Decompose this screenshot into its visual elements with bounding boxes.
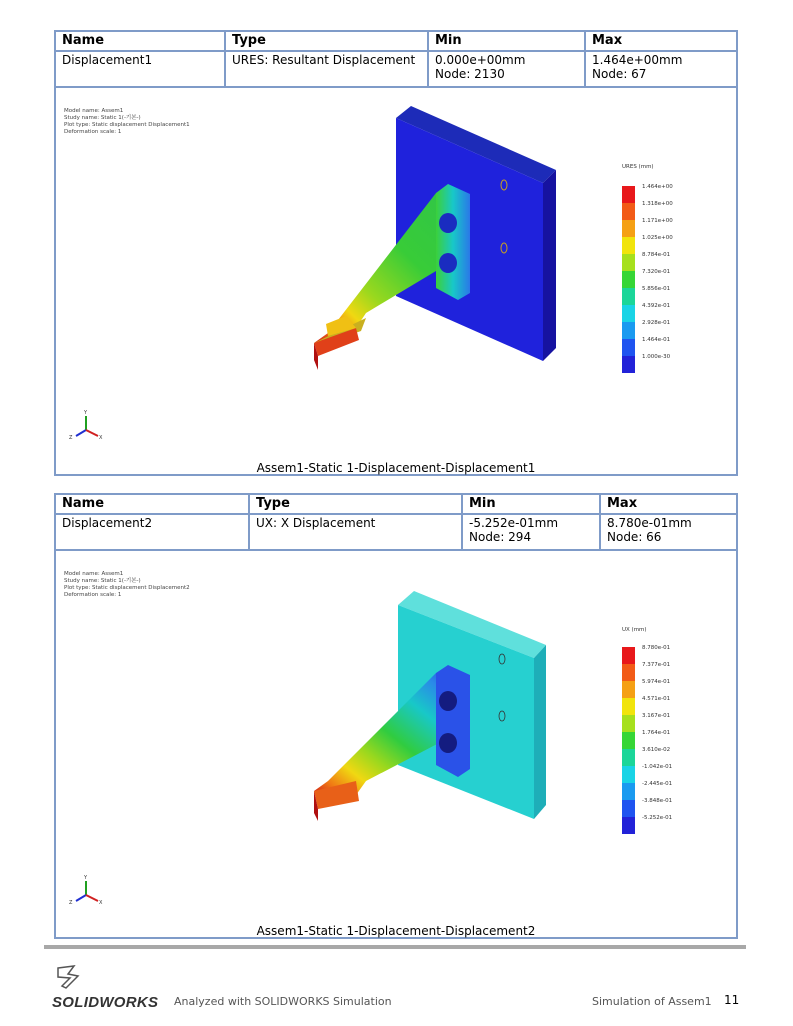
study-name: Study name: Static 1(-기본-) xyxy=(64,578,141,584)
study-name: Study name: Static 1(-기본-) xyxy=(64,115,141,121)
max-node: Node: 66 xyxy=(607,530,662,544)
legend-label: 7.320e-01 xyxy=(642,269,671,275)
legend-label: 5.974e-01 xyxy=(642,679,671,685)
legend-label: 8.784e-01 xyxy=(642,252,671,258)
legend-swatch xyxy=(622,664,635,681)
legend-swatch xyxy=(622,732,635,749)
legend-label: -2.445e-01 xyxy=(642,781,673,787)
max-cell xyxy=(601,515,736,549)
plot-type: Plot type: Static displacement Displacement2 xyxy=(64,585,190,591)
max-header: Max xyxy=(607,496,638,511)
legend-label: 4.571e-01 xyxy=(642,696,671,702)
legend-swatch xyxy=(622,220,635,237)
max-header: Max xyxy=(592,33,623,48)
table-header-row xyxy=(56,32,736,52)
max-value: 8.780e-01mm xyxy=(607,516,692,530)
type-header: Type xyxy=(250,495,463,513)
legend-label: -3.848e-01 xyxy=(642,798,673,804)
legend-label: 7.377e-01 xyxy=(642,662,671,668)
model-name: Model name: Assem1 xyxy=(64,108,124,114)
legend-label: -1.042e-01 xyxy=(642,764,673,770)
legend-label: 1.464e+00 xyxy=(642,184,673,190)
legend-label: 1.025e+00 xyxy=(642,235,673,241)
min-value: -5.252e-01mm xyxy=(469,516,559,530)
document-title: Simulation of Assem1 xyxy=(592,995,712,1008)
legend-label: 1.318e+00 xyxy=(642,201,673,207)
model-name: Model name: Assem1 xyxy=(64,571,124,577)
brand-text: SOLIDWORKS xyxy=(52,994,159,1011)
legend-swatch xyxy=(622,271,635,288)
coordinate-triad-icon xyxy=(69,410,103,441)
legend-label: 3.610e-02 xyxy=(642,747,671,753)
min-node: Node: 294 xyxy=(469,530,532,544)
min-cell xyxy=(429,52,586,86)
legend-swatch xyxy=(622,681,635,698)
plot-type: Plot type: Static displacement Displacement1 xyxy=(64,122,190,128)
svg-text:Z: Z xyxy=(69,435,73,441)
color-legend xyxy=(622,164,722,364)
max-cell xyxy=(586,52,736,86)
legend-label: 8.780e-01 xyxy=(642,645,671,651)
result-table-1 xyxy=(54,30,738,476)
legend-swatch xyxy=(622,237,635,254)
legend-swatch xyxy=(622,322,635,339)
max-value: 1.464e+00mm xyxy=(592,53,683,67)
result-type: URES: Resultant Displacement xyxy=(226,52,429,86)
legend-label: 1.464e-01 xyxy=(642,337,671,343)
type-header: Type xyxy=(226,32,429,50)
svg-text:X: X xyxy=(99,435,103,441)
table-value-row xyxy=(56,52,736,88)
legend-swatch xyxy=(622,203,635,220)
table-header-row xyxy=(56,495,736,515)
analyzed-with-text: Analyzed with SOLIDWORKS Simulation xyxy=(174,995,392,1008)
legend-swatch xyxy=(622,698,635,715)
legend-label: 4.392e-01 xyxy=(642,303,671,309)
footer-divider xyxy=(44,945,746,949)
page-number: 11 xyxy=(724,993,740,1007)
table-value-row xyxy=(56,515,736,551)
plot-area xyxy=(56,551,736,941)
legend-label: 3.167e-01 xyxy=(642,713,671,719)
min-node: Node: 2130 xyxy=(435,67,505,81)
svg-text:Y: Y xyxy=(84,410,88,416)
legend-swatch xyxy=(622,800,635,817)
legend-swatch xyxy=(622,254,635,271)
legend-swatch xyxy=(622,356,635,373)
solidworks-logo-icon xyxy=(52,962,82,992)
name-header: Name xyxy=(56,495,250,513)
deformation-scale: Deformation scale: 1 xyxy=(64,129,122,135)
min-header: Min xyxy=(463,495,601,513)
legend-label: 2.928e-01 xyxy=(642,320,671,326)
legend-swatch xyxy=(622,783,635,800)
legend-swatch xyxy=(622,186,635,203)
legend-label: 1.764e-01 xyxy=(642,730,671,736)
color-legend xyxy=(622,627,722,827)
legend-label: 5.856e-01 xyxy=(642,286,671,292)
legend-swatch xyxy=(622,749,635,766)
legend-swatch xyxy=(622,647,635,664)
plot-caption: Assem1-Static 1-Displacement-Displacement1 xyxy=(256,461,536,475)
legend-title: UX (mm) xyxy=(622,627,647,633)
name-header: Name xyxy=(56,32,226,50)
legend-title: URES (mm) xyxy=(622,164,654,170)
legend-swatch xyxy=(622,339,635,356)
min-cell xyxy=(463,515,601,549)
result-name: Displacement2 xyxy=(56,515,250,549)
svg-text:Y: Y xyxy=(84,875,88,881)
min-value: 0.000e+00mm xyxy=(435,53,526,67)
legend-swatch xyxy=(622,715,635,732)
deformation-scale: Deformation scale: 1 xyxy=(64,592,122,598)
svg-text:Z: Z xyxy=(69,900,73,906)
legend-swatch xyxy=(622,305,635,322)
coordinate-triad-icon xyxy=(69,875,103,906)
legend-label: -5.252e-01 xyxy=(642,815,673,821)
plot-caption: Assem1-Static 1-Displacement-Displacement2 xyxy=(256,924,536,938)
result-name: Displacement1 xyxy=(56,52,226,86)
min-header: Min xyxy=(429,32,586,50)
svg-text:X: X xyxy=(99,900,103,906)
legend-label: 1.000e-30 xyxy=(642,354,671,360)
result-type: UX: X Displacement xyxy=(250,515,463,549)
max-node: Node: 67 xyxy=(592,67,647,81)
legend-swatch xyxy=(622,817,635,834)
legend-swatch xyxy=(622,288,635,305)
legend-swatch xyxy=(622,766,635,783)
legend-label: 1.171e+00 xyxy=(642,218,673,224)
result-table-2 xyxy=(54,493,738,939)
plot-area xyxy=(56,88,736,478)
